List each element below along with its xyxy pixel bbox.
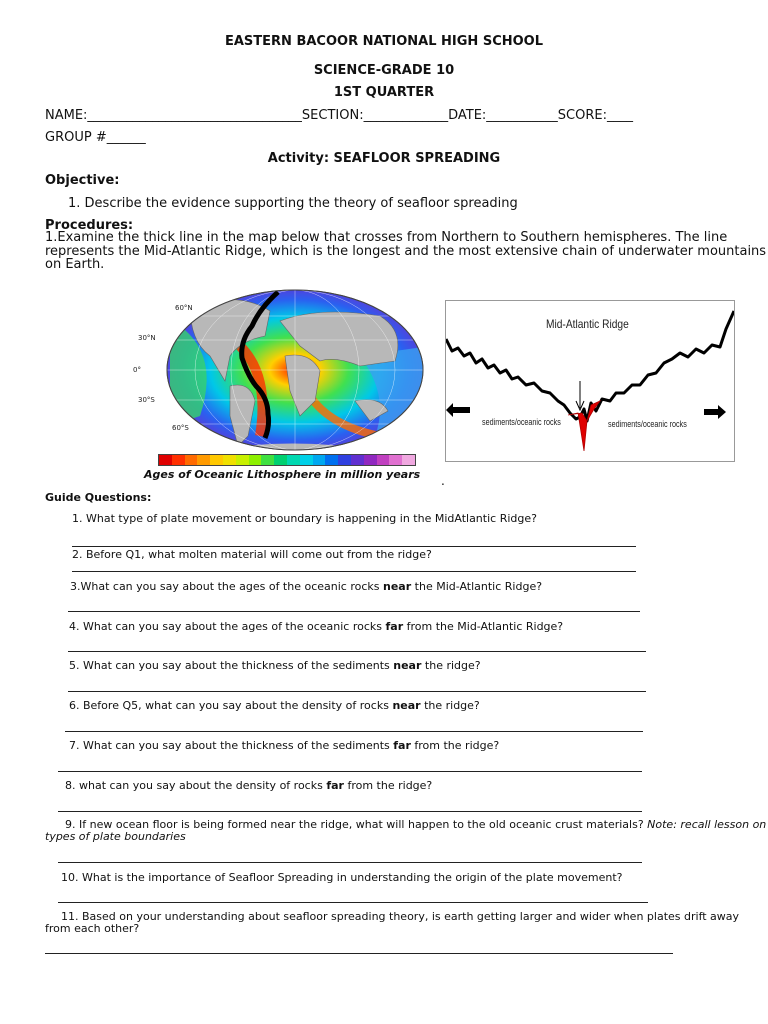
- scale-swatch: [377, 455, 390, 465]
- answer-line-5: [68, 691, 646, 692]
- question-6: 6. Before Q5, what can you say about the density of rocks near the ridge?: [69, 699, 480, 712]
- question-4: 4. What can you say about the ages of the oceanic rocks far from the Mid-Atlantic Ridge?: [69, 620, 564, 633]
- question-7: 7. What can you say about the thickness of the sediments far from the ridge?: [69, 739, 500, 752]
- scale-swatch: [223, 455, 236, 465]
- question-9: 9. If new ocean floor is being formed near the ridge, what will happen to the old oceanic crust materials? Note: recall lesson on types of plate boundaries: [45, 818, 767, 843]
- procedures-text: 1.Examine the thick line in the map below that crosses from Northern to Southern hemispheres. The line represents the Mid-Atlantic Ridge, which is the longest and the most extensive chain of underwater mountains on Earth.: [45, 230, 767, 272]
- scale-swatch: [351, 455, 364, 465]
- question-2: 2. Before Q1, what molten material will come out from the ridge?: [72, 548, 432, 561]
- question-10: 10. What is the importance of Seafloor Spreading in understanding the origin of the plate movement?: [61, 871, 623, 884]
- school-name: EASTERN BACOOR NATIONAL HIGH SCHOOL: [224, 34, 544, 49]
- scale-swatch: [249, 455, 262, 465]
- scale-swatch: [185, 455, 198, 465]
- scale-swatch: [274, 455, 287, 465]
- scale-swatch: [261, 455, 274, 465]
- student-info-line: NAME:_________________________________SECTION:_____________DATE:___________SCORE:____: [45, 108, 633, 123]
- answer-line-1: [72, 546, 636, 547]
- scale-swatch: [236, 455, 249, 465]
- activity-title: Activity: SEAFLOOR SPREADING: [267, 151, 501, 166]
- age-color-scale: [158, 454, 416, 466]
- right-sediment-label: sediments/oceanic rocks: [608, 419, 687, 429]
- scale-swatch: [210, 455, 223, 465]
- question-1: 1. What type of plate movement or boundary is happening in the MidAtlantic Ridge?: [72, 512, 537, 525]
- scale-swatch: [313, 455, 326, 465]
- scale-swatch: [364, 455, 377, 465]
- grade-title: SCIENCE-GRADE 10: [313, 63, 455, 78]
- answer-line-2: [72, 571, 636, 572]
- answer-line-9: [58, 862, 642, 863]
- quarter-title: 1ST QUARTER: [333, 85, 435, 100]
- answer-line-11: [45, 953, 673, 954]
- objective-heading: Objective:: [45, 173, 120, 188]
- lat-label-30s: 30°S: [138, 396, 155, 404]
- procedures-heading: Procedures:: [45, 218, 134, 233]
- scale-swatch: [300, 455, 313, 465]
- guide-heading: Guide Questions:: [45, 491, 152, 504]
- lat-label-60n: 60°N: [175, 304, 193, 312]
- question-3: 3.What can you say about the ages of the oceanic rocks near the Mid-Atlantic Ridge?: [70, 580, 543, 593]
- ridge-cross-section: [445, 300, 735, 462]
- stray-dot: .: [441, 474, 445, 488]
- group-line: GROUP #______: [45, 130, 146, 145]
- scale-swatch: [287, 455, 300, 465]
- lat-label-60s: 60°S: [172, 424, 189, 432]
- answer-line-6: [65, 731, 643, 732]
- lat-label-0: 0°: [133, 366, 141, 374]
- answer-line-10: [58, 902, 648, 903]
- scale-swatch: [402, 455, 415, 465]
- scale-swatch: [325, 455, 338, 465]
- answer-line-3: [68, 611, 640, 612]
- scale-swatch: [389, 455, 402, 465]
- lat-label-30n: 30°N: [138, 334, 156, 342]
- question-5: 5. What can you say about the thickness of the sediments near the ridge?: [69, 659, 481, 672]
- left-sediment-label: sediments/oceanic rocks: [482, 417, 561, 427]
- answer-line-7: [58, 771, 642, 772]
- answer-line-4: [68, 651, 646, 652]
- ridge-title: Mid-Atlantic Ridge: [546, 317, 629, 331]
- scale-swatch: [172, 455, 185, 465]
- scale-swatch: [197, 455, 210, 465]
- question-8: 8. what can you say about the density of rocks far from the ridge?: [65, 779, 433, 792]
- objective-item: 1. Describe the evidence supporting the theory of seafloor spreading: [68, 196, 518, 211]
- scale-swatch: [338, 455, 351, 465]
- answer-line-8: [58, 811, 642, 812]
- map-caption: Ages of Oceanic Lithosphere in million years: [144, 468, 421, 481]
- scale-swatch: [159, 455, 172, 465]
- question-11: 11. Based on your understanding about seafloor spreading theory, is earth getting larger and wider when plates drift away from each other?: [45, 910, 740, 935]
